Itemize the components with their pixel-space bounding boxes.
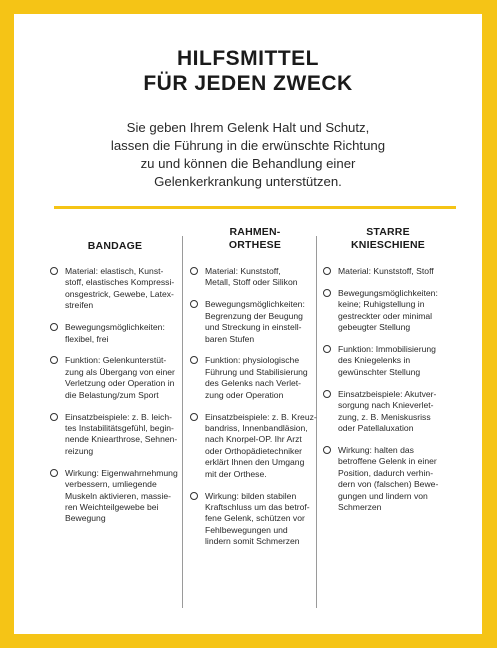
intro-text [14, 119, 482, 191]
item-line: Einsatzbeispiele: z. B. leich- [65, 411, 172, 422]
list-item [50, 322, 180, 345]
circle-bullet-icon [323, 289, 331, 297]
list-item [50, 412, 180, 458]
item-line: erklärt Ihnen den Umgang [205, 457, 305, 468]
item-line: Material: elastisch, Kunst- [65, 266, 164, 276]
item-line: gestreckter oder minimal [338, 310, 433, 321]
list-item [190, 266, 320, 289]
circle-bullet-icon [50, 323, 58, 331]
heading-line: BANDAGE [87, 240, 143, 252]
item-line: Metall, Stoff oder Silikon [205, 277, 298, 288]
item-line: Kraftschluss um das betrof- [205, 501, 310, 512]
list-item [50, 355, 180, 401]
item-line: zung, z. B. Meniskusriss [338, 411, 431, 422]
item-line: Material: Kunststoff, [205, 266, 281, 276]
item-line: Fehlbewegungen und [205, 524, 288, 535]
heading-line: STARRE [366, 226, 410, 238]
item-line: Funktion: Immobilisierung [338, 344, 436, 355]
item-line: reizung [65, 445, 94, 456]
item-line: des Gelenks nach Verlet- [205, 378, 302, 389]
item-line: mit der Orthese. [205, 468, 267, 479]
item-line: oder Orthopädietechniker [205, 445, 302, 456]
column-heading [50, 226, 180, 266]
heading-line: ORTHESE [228, 239, 282, 251]
item-line: Bewegung [65, 513, 106, 524]
list-item [323, 445, 453, 513]
item-line: baren Stufen [205, 333, 255, 344]
list-item [50, 468, 180, 525]
item-line: Material: Kunststoff, Stoff [338, 266, 434, 276]
item-line: tes Instabilitätsgefühl, begin- [65, 422, 174, 433]
item-line: onsgestrick, Gewebe, Latex- [65, 288, 174, 299]
list-item [323, 389, 453, 435]
divider-rule [54, 206, 456, 209]
item-line: des Kniegelenks in [338, 355, 411, 366]
circle-bullet-icon [323, 446, 331, 454]
item-line: Führung und Stabilisierung [205, 366, 308, 377]
item-line: nende Kniearthrose, Sehnen- [65, 434, 178, 445]
circle-bullet-icon [323, 345, 331, 353]
item-line: Bewegungsmöglichkeiten: [205, 299, 305, 310]
item-line: die Belastung/zum Sport [65, 389, 159, 400]
item-line: Bewegungsmöglichkeiten: [338, 287, 438, 298]
circle-bullet-icon [50, 469, 58, 477]
list-item [50, 266, 180, 312]
item-line: Position, dadurch verhin- [338, 467, 434, 478]
title-line: HILFSMITTEL [177, 47, 319, 70]
column-heading [190, 226, 320, 266]
circle-bullet-icon [190, 300, 198, 308]
column-bandage [50, 226, 180, 535]
item-line: bandriss, Innenbandläsion, [205, 422, 308, 433]
item-line: Muskeln aktivieren, massie- [65, 490, 172, 501]
circle-bullet-icon [190, 492, 198, 500]
page-title [14, 46, 482, 96]
circle-bullet-icon [323, 390, 331, 398]
circle-bullet-icon [50, 267, 58, 275]
item-line: nach Knorpel-OP. Ihr Arzt [205, 434, 302, 445]
item-line: fene Gelenk, schützen vor [205, 513, 305, 524]
item-line: Funktion: physiologische [205, 355, 300, 366]
content-panel [14, 14, 482, 634]
column-divider [182, 236, 183, 608]
list-item [190, 299, 320, 345]
column-rahmen-orthese [190, 226, 320, 558]
heading-line: KNIESCHIENE [351, 239, 425, 251]
item-line: oder Patellaluxation [338, 422, 414, 433]
intro-line: Gelenkerkrankung unterstützen. [154, 174, 342, 189]
column-starre-knieschiene [323, 226, 453, 524]
item-line: verbessern, umliegende [65, 479, 157, 490]
item-line: Wirkung: Eigenwahrnehmung [65, 467, 178, 478]
item-line: Schmerzen [338, 501, 382, 512]
item-line: Begrenzung der Beugung [205, 310, 303, 321]
item-line: stoff, elastisches Kompressi- [65, 277, 175, 288]
circle-bullet-icon [50, 413, 58, 421]
list-item [323, 266, 453, 277]
item-line: zung oder Operation [205, 389, 284, 400]
item-line: und Streckung in einstell- [205, 322, 302, 333]
item-line: ren Weichteilgewebe bei [65, 501, 159, 512]
circle-bullet-icon [190, 413, 198, 421]
title-line: FÜR JEDEN ZWECK [143, 72, 353, 95]
list-item [323, 344, 453, 378]
item-line: gebeugter Stellung [338, 322, 411, 333]
circle-bullet-icon [190, 267, 198, 275]
list-item [323, 288, 453, 334]
item-line: lindern somit Schmerzen [205, 536, 300, 547]
item-line: Verletzung oder Operation in [65, 378, 175, 389]
item-line: dern von (falschen) Bewe- [338, 479, 439, 490]
item-line: Wirkung: bilden stabilen [205, 490, 297, 501]
item-line: Funktion: Gelenkunterstüt- [65, 355, 167, 366]
list-item [190, 355, 320, 401]
item-line: flexibel, frei [65, 333, 109, 344]
item-line: betroffene Gelenk in einer [338, 456, 437, 467]
item-line: streifen [65, 300, 94, 311]
item-line: Bewegungsmöglichkeiten: [65, 322, 165, 333]
item-line: Einsatzbeispiele: Akutver- [338, 388, 437, 399]
item-line: sorgung nach Knieverlet- [338, 400, 434, 411]
circle-bullet-icon [50, 356, 58, 364]
item-line: Einsatzbeispiele: z. B. Kreuz- [205, 411, 317, 422]
circle-bullet-icon [323, 267, 331, 275]
item-line: Wirkung: halten das [338, 444, 414, 455]
item-line: keine; Ruhigstellung in [338, 299, 425, 310]
item-line: gewünschter Stellung [338, 366, 421, 377]
circle-bullet-icon [190, 356, 198, 364]
intro-line: lassen die Führung in die erwünschte Richtung [110, 138, 386, 153]
list-item [190, 491, 320, 548]
column-heading [323, 226, 453, 266]
intro-line: zu und können die Behandlung einer [140, 156, 356, 171]
item-line: zung als Übergang von einer [65, 366, 175, 377]
heading-line: RAHMEN- [229, 226, 281, 238]
list-item [190, 412, 320, 480]
intro-line: Sie geben Ihrem Gelenk Halt und Schutz, [126, 120, 370, 135]
item-line: gungen und lindern von [338, 490, 428, 501]
